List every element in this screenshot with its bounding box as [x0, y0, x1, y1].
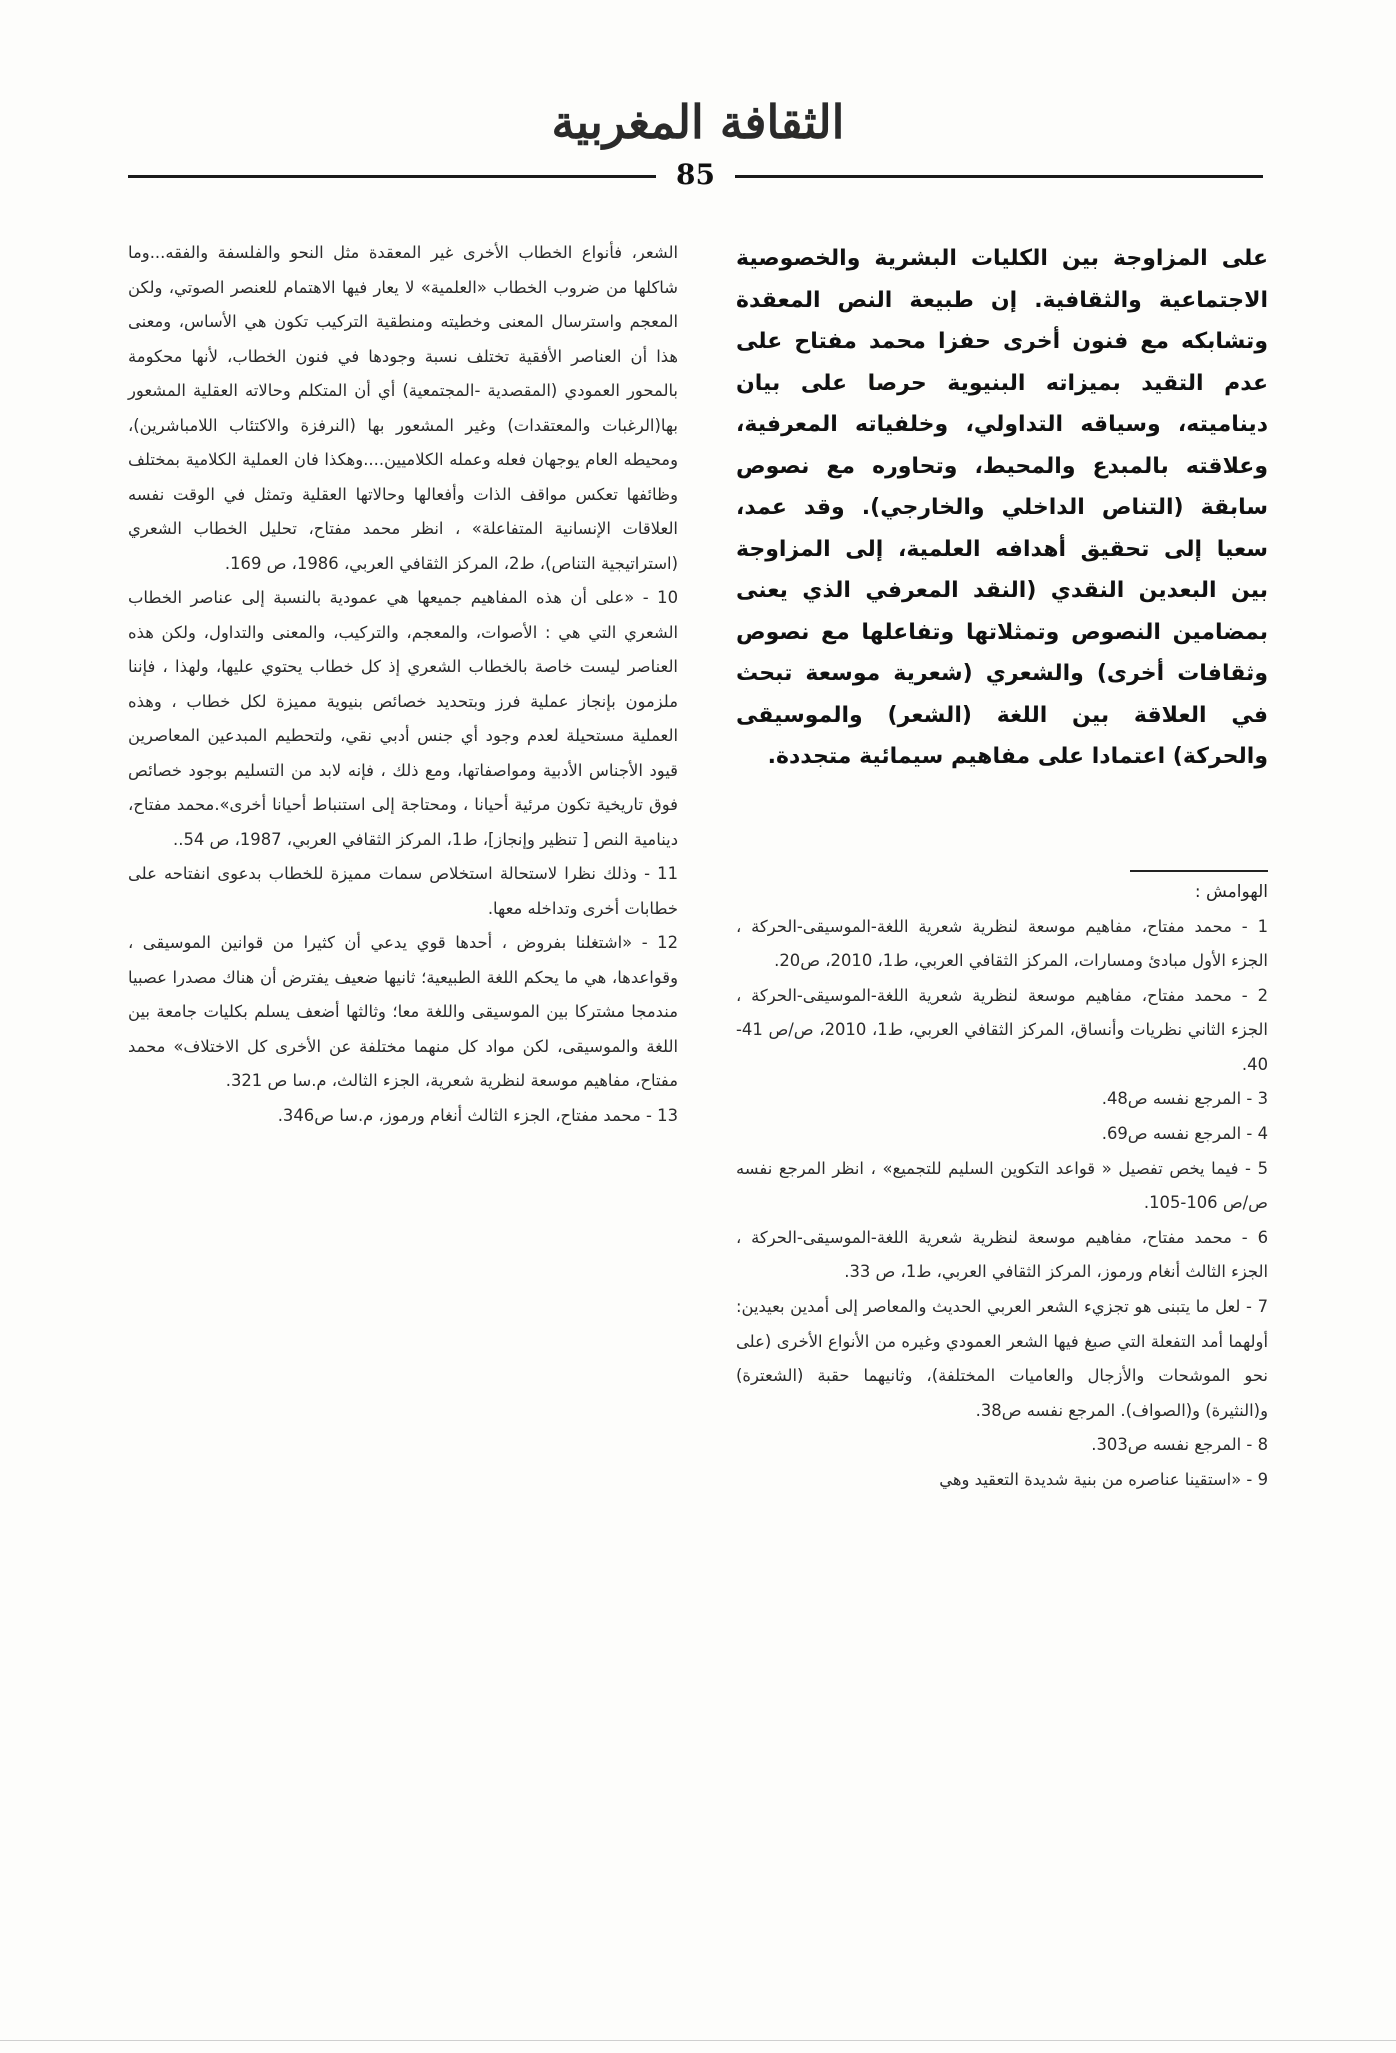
page-number: 85 — [676, 158, 715, 191]
header-rule — [128, 158, 1263, 191]
footnote: 4 - المرجع نفسه ص69. — [1101, 1124, 1268, 1144]
page-bottom-edge — [0, 2040, 1396, 2041]
left-column — [128, 236, 678, 1133]
footnote: 7 - لعل ما يتبنى هو تجزيء الشعر العربي الحديث والمعاصر إلى أمدين بعيدين: أولهما أمد التفعلة التي صبغ فيها الشعر العمودي وغيره من الأنواع الأخرى (على نحو الموشحات والأزجال والعاميات المختلفة)، وثانيهما حقبة (الشعترة) و(النثيرة) و(الصواف). المرجع نفسه ص38. — [736, 1297, 1268, 1420]
footnote: 5 - فيما يخص تفصيل « قواعد التكوين السليم للتجميع» ، انظر المرجع نفسه ص/ص 106-105. — [736, 1158, 1268, 1213]
footnote: 10 - «على أن هذه المفاهيم جميعها هي عمودية بالنسبة إلى عناصر الخطاب الشعري التي هي : الأصوات، والمعجم، والتركيب، والمعنى والتداول، ولكن هذه العناصر ليست خاصة بالخطاب الشعري إذ كل خطاب يحتوي عليها، ولهذا ، فإننا ملزمون بإنجاز عملية فرز وبتحديد خصائص بنيوية مميزة لكل خطاب ، وهذه العملية مستحيلة لعدم وجود أي جنس أدبي نقي، ولتحطيم المبدعين المعاصرين قيود الأجناس الأدبية ومواصفاتها، ومع ذلك ، فإنه لابد من التسليم بوجود خصائص فوق تاريخية تكون مرئية أحيانا ، ومحتاجة إلى استنباط أحيانا أخرى».محمد مفتاح، دينامية النص [ تنظير وإنجاز]، ط1، المركز الثقافي العربي، 1987، ص 54.. — [128, 588, 678, 849]
footnote: 1 - محمد مفتاح، مفاهيم موسعة لنظرية شعرية اللغة-الموسيقى-الحركة ، الجزء الأول مبادئ ومسارات، المركز الثقافي العربي، ط1، 2010، ص20. — [736, 916, 1268, 971]
footnote: 12 - «اشتغلنا بفروض ، أحدها قوي يدعي أن كثيرا من قوانين الموسيقى ، وقواعدها، هي ما يحكم اللغة الطبيعية؛ ثانيها ضعيف يفترض أن هناك مصدرا عصبيا مندمجا مشتركا بين الموسيقى واللغة معا؛ وثالثها أضعف يسلم بكليات جامعة بين اللغة والموسيقى، لكن مواد كل منهما مختلفة عن الأخرى كل الاختلاف» محمد مفتاح، مفاهيم موسعة لنظرية شعرية، الجزء الثالث، م.سا ص 321. — [128, 933, 678, 1090]
notes-heading: الهوامش : — [1194, 881, 1268, 902]
footnote: 11 - وذلك نظرا لاستحالة استخلاص سمات مميزة للخطاب بدعوى انفتاحه على خطابات أخرى وتداخله معها. — [128, 864, 678, 918]
journal-title: الثقافة المغربية — [551, 95, 845, 149]
right-column — [736, 238, 1268, 1498]
body-text — [736, 238, 1268, 778]
notes-divider — [1130, 870, 1268, 872]
body-paragraph: على المزاوجة بين الكليات البشرية والخصوصية الاجتماعية والثقافية. إن طبيعة النص المعقدة وتشابكه مع فنون أخرى حفزا محمد مفتاح على عدم التقيد بميزاته البنيوية حرصا على بيان ديناميته، وسياقه التداولي، وخلفياته المعرفية، وعلاقته بالمبدع والمحيط، وتحاوره مع نصوص سابقة (التناص الداخلي والخارجي). وقد عمد، سعيا إلى تحقيق أهدافه العلمية، إلى المزاوجة بين البعدين النقدي (النقد المعرفي الذي يعنى بمضامين النصوص وتمثلاتها وتفاعلها مع نصوص وثقافات أخرى) والشعري (شعرية موسعة تبحث في العلاقة بين اللغة (الشعر) والموسيقى والحركة) اعتمادا على مفاهيم سيمائية متجددة. — [736, 246, 1268, 769]
header-rule-left — [128, 175, 656, 178]
footnote: 3 - المرجع نفسه ص48. — [1101, 1089, 1268, 1109]
page-header — [0, 92, 1396, 152]
footnote: 2 - محمد مفتاح، مفاهيم موسعة لنظرية شعرية اللغة-الموسيقى-الحركة ، الجزء الثاني نظريات وأنساق، المركز الثقافي العربي، ط1، 2010، ص/ص 41-40. — [736, 985, 1268, 1074]
footnote: 13 - محمد مفتاح، الجزء الثالث أنغام ورموز، م.سا ص346. — [277, 1105, 678, 1125]
footnote: الشعر، فأنواع الخطاب الأخرى غير المعقدة مثل النحو والفلسفة والفقه...وما شاكلها من ضروب الخطاب «العلمية» لا يعار فيها الاهتمام للعنصر الصوتي، ولكن المعجم واسترسال المعنى وخطيته ومنطقية التركيب تكون هي الأساس، ومعنى هذا أن العناصر الأفقية تختلف نسبة وجودها في فنون الخطاب، لأنها محكومة بالمحور العمودي (المقصدية -المجتمعية) أي أن المتكلم وحالاته العقلية المشعور بها(الرغبات والمعتقدات) وغير المشعور بها (النرفزة والاكتئاب اللامباشرين)، ومحيطه العام يوجهان فعله وعمله الكلاميين....وهكذا فان العملية الكلامية بمختلف وظائفها تعكس مواقف الذات وأفعالها وحالاتها العقلية وتمثل في الوقت نفسه العلاقات الإنسانية المتفاعلة» ، انظر محمد مفتاح، تحليل الخطاب الشعري (استراتيجية التناص)، ط2، المركز الثقافي العربي، 1986، ص 169. — [128, 243, 678, 573]
footnote: 6 - محمد مفتاح، مفاهيم موسعة لنظرية شعرية اللغة-الموسيقى-الحركة ، الجزء الثالث أنغام ورموز، المركز الثقافي العربي، ط1، ص 33. — [736, 1227, 1268, 1282]
footnote: 9 - «استقينا عناصره من بنية شديدة التعقيد وهي — [939, 1470, 1268, 1489]
footnote: 8 - المرجع نفسه ص303. — [1091, 1435, 1268, 1455]
header-rule-right — [735, 175, 1263, 178]
